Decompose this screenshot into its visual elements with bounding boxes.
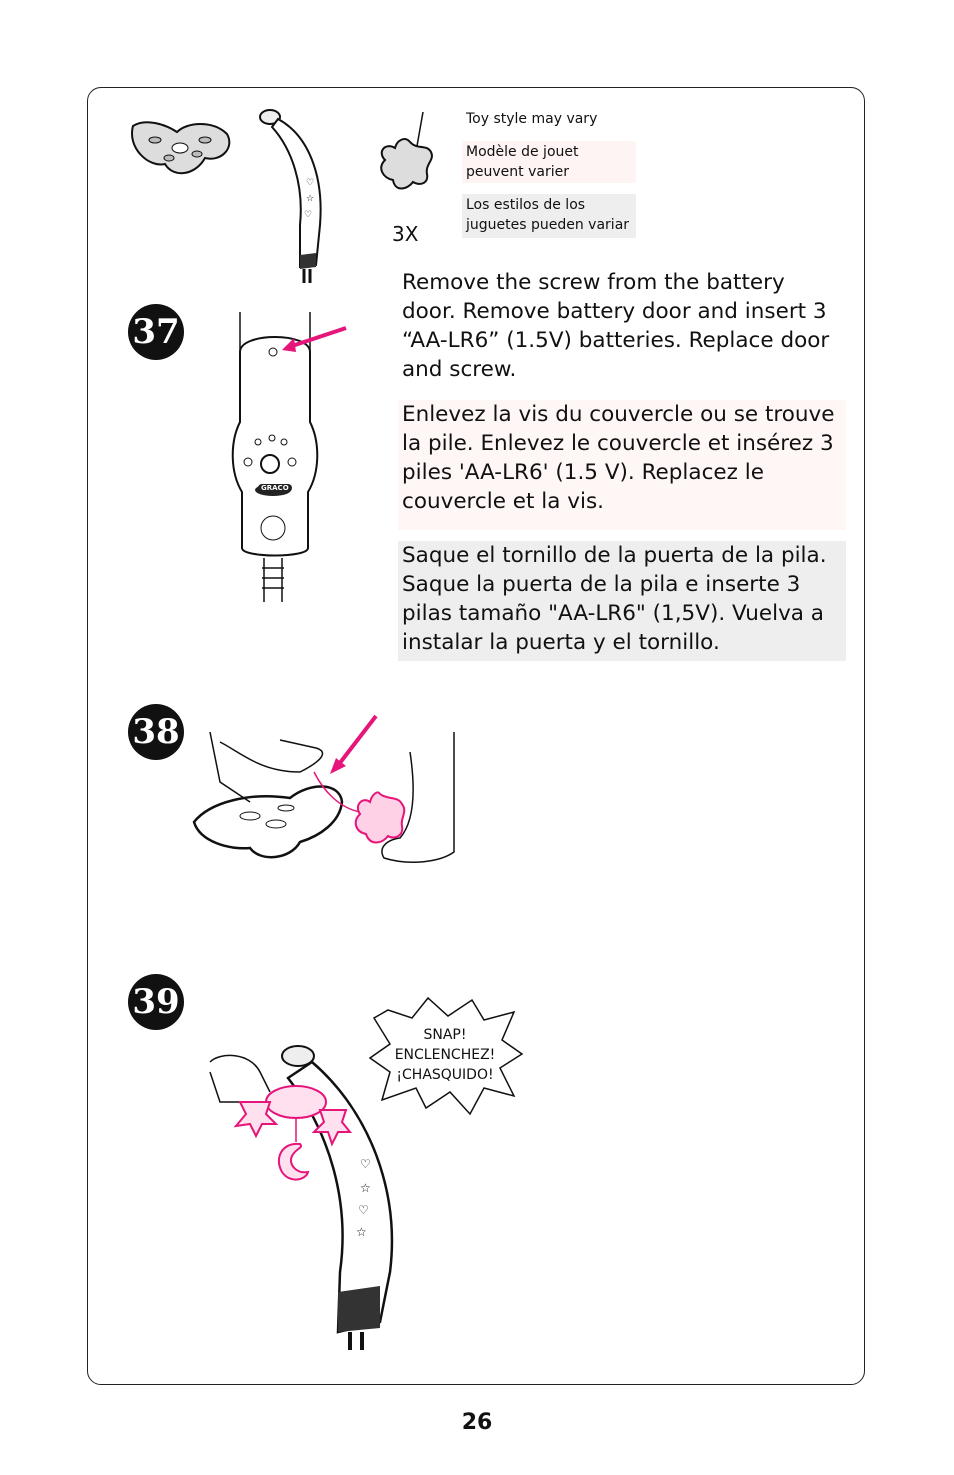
snap-line-fr: ENCLENCHEZ! (394, 1047, 496, 1063)
snap-line-en: SNAP! (423, 1027, 467, 1043)
snap-line-es: ¡CHASQUIDO! (396, 1067, 494, 1083)
page-number: 26 (461, 1410, 493, 1435)
svg-text:♡: ♡ (358, 1203, 369, 1217)
step-37-number: 37 (128, 304, 184, 360)
svg-text:♡: ♡ (306, 178, 315, 188)
step-37-text-fr: Enlevez la vis du couvercle ou se trouve la pile. Enlevez le couvercle et insérez 3 piles 'AA-LR6' (1.5 V). Replacez le couvercle et la vis. (398, 400, 846, 530)
step-37-text-es: Saque el tornillo de la puerta de la pila. Saque la puerta de la pila e inserte 3 pilas tamaño "AA-LR6" (1,5V). Vuelva a instalar la puerta y el tornillo. (398, 541, 846, 661)
step-37-text-en: Remove the screw from the battery door. Remove battery door and insert 3 “AA-LR6” (1.5V) batteries. Replace door and screw. (402, 270, 830, 382)
attach-mobile-illustration (200, 1032, 400, 1352)
svg-text:♡: ♡ (304, 210, 313, 220)
toy-style-note-en: Toy style may vary (466, 111, 598, 127)
battery-unit-illustration (228, 312, 358, 607)
toy-arm-illustration (258, 105, 338, 285)
step-38-number: 38 (128, 704, 184, 760)
svg-text:☆: ☆ (356, 1225, 367, 1239)
toy-style-note-fr: Modèle de jouet peuvent varier (462, 141, 636, 183)
toy-tray-illustration (125, 118, 235, 180)
svg-text:☆: ☆ (360, 1181, 371, 1195)
step-39-number: 39 (128, 974, 184, 1030)
svg-text:♡: ♡ (360, 1157, 371, 1171)
attach-star-illustration (190, 712, 460, 872)
toy-style-note-es: Los estilos de los juguetes pueden variar (462, 194, 636, 238)
star-toy-icon (375, 110, 445, 205)
brand-label: GRACO (258, 484, 292, 492)
svg-text:☆: ☆ (306, 194, 315, 204)
quantity-label: 3X (392, 222, 419, 246)
